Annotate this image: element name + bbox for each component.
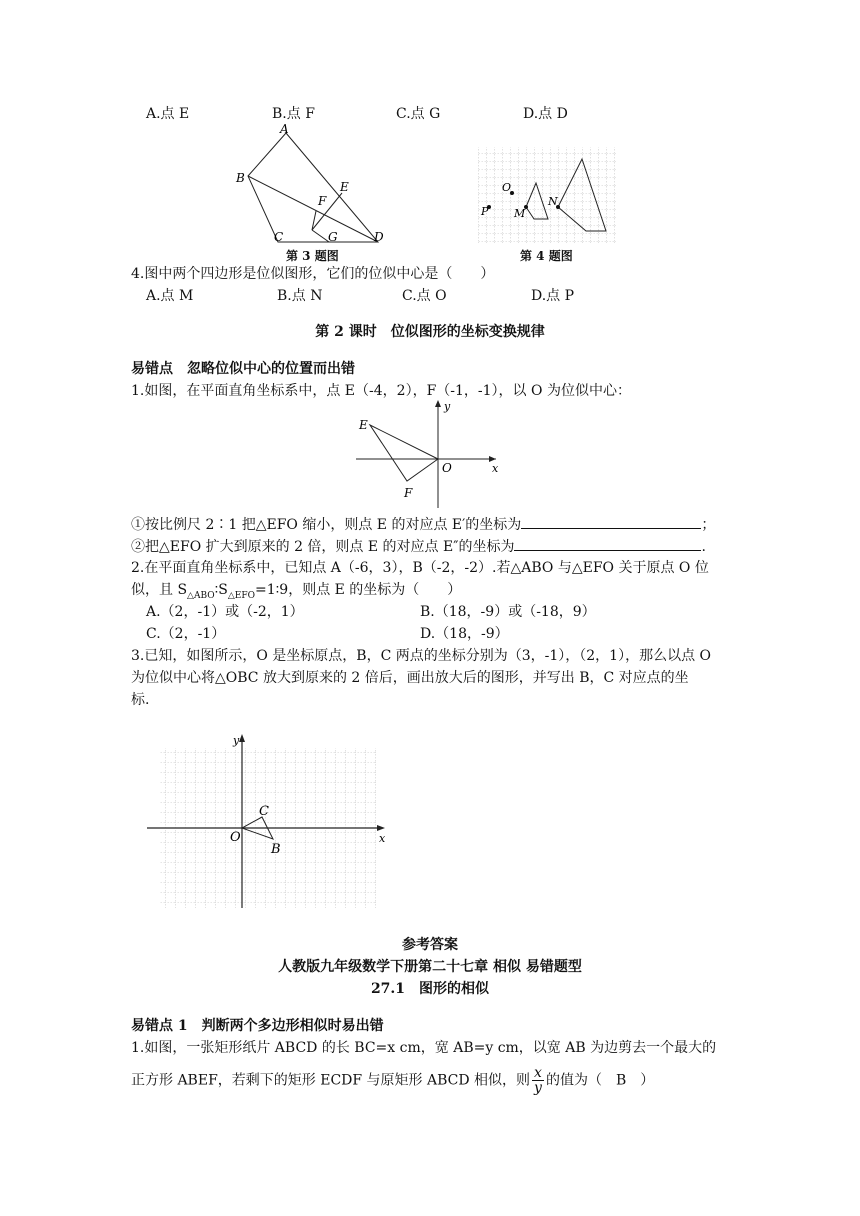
fig3-label-g: G: [328, 230, 338, 244]
p3-line3: 标.: [131, 692, 150, 708]
answers-error-point: 易错点 1 判断两个多边形相似时易出错: [131, 1018, 384, 1034]
answers-title: 参考答案: [402, 937, 458, 953]
fig4-label-p: P: [481, 205, 489, 218]
answers-q1-line1: 1.如图，一张矩形纸片 ABCD 的长 BC=x cm，宽 AB=y cm，以宽 AB 为边剪去一个最大的: [131, 1040, 717, 1056]
p2-option-a: A.（2，-1）或（-2，1）: [146, 604, 304, 620]
answers-subtitle: 人教版九年级数学下册第二十七章 相似 易错题型: [278, 959, 582, 975]
p2-line2-b: ∶S: [214, 582, 228, 598]
q3-option-a: A.点 E: [146, 106, 190, 122]
fig3-label-e: E: [340, 180, 349, 194]
p1-part2-end: .: [701, 539, 706, 555]
q4-option-d: D.点 P: [531, 288, 575, 304]
p1-stem: 1.如图，在平面直角坐标系中，点 E（-4，2），F（-1，-1），以 O 为位似中心：: [131, 383, 631, 399]
p2-sub-efo: △EFO: [227, 590, 255, 601]
fig3-caption: 第 3 题图: [286, 249, 339, 263]
p2-option-c: C.（2，-1）: [146, 626, 226, 642]
fig4-label-n: N: [548, 195, 558, 208]
q4-option-b: B.点 N: [277, 288, 323, 304]
answers-q1-line2-end: 的值为（ B ）: [545, 1072, 655, 1089]
p3-fig-label-o: O: [230, 830, 241, 845]
p2-sub-abo: △ABO: [187, 590, 215, 601]
q3-option-d: D.点 D: [523, 106, 568, 122]
fig4-caption: 第 4 题图: [520, 249, 573, 263]
fig3-label-a: A: [280, 122, 289, 136]
answers-q1-line2-text: 正方形 ABEF，若剩下的矩形 ECDF 与原矩形 ABCD 相似，则: [131, 1072, 531, 1089]
q3-option-b: B.点 F: [272, 106, 315, 122]
p3-fig-label-b: B: [271, 842, 281, 857]
p2-option-b: B.（18，-9）或（-18，9）: [420, 604, 596, 620]
answers-q1-line2: [131, 1066, 654, 1095]
p1-fig-label-f: F: [404, 486, 413, 500]
figure-3: [230, 120, 400, 250]
p3-fig-label-x: x: [379, 832, 386, 845]
p2-line2-a: 似，且 S: [131, 582, 188, 598]
p3-fig-label-c: C: [259, 804, 269, 819]
p2-option-d: D.（18，-9）: [420, 626, 509, 642]
p3-line1: 3.已知，如图所示，O 是坐标原点，B，C 两点的坐标分别为（3，-1），（2，1），那么以点 O: [131, 648, 712, 664]
p1-figure: [352, 398, 512, 510]
p3-grid-figure: [145, 732, 390, 912]
fig3-label-d: D: [374, 230, 384, 244]
p1-answer-blank-2[interactable]: [514, 536, 701, 551]
fraction-denominator: y: [534, 1080, 542, 1096]
p1-part2-text: ②把△EFO 扩大到原来的 2 倍，则点 E 的对应点 E″的坐标为: [131, 539, 515, 555]
error-point-heading: 易错点 忽略位似中心的位置而出错: [131, 361, 355, 377]
fraction-x-over-y: [532, 1066, 544, 1095]
p1-fig-label-x: x: [492, 462, 499, 475]
fig3-label-c: C: [274, 230, 284, 244]
figure-4: [478, 145, 618, 245]
fig3-label-b: B: [236, 171, 245, 185]
fig3-label-f: F: [318, 194, 327, 208]
p1-fig-label-e: E: [359, 418, 368, 432]
fraction-numerator: x: [534, 1065, 542, 1081]
p1-part2: [131, 536, 706, 557]
q4-stem: 4.图中两个四边形是位似图形，它们的位似中心是（ ）: [131, 266, 495, 282]
p1-part1-end: ；: [701, 517, 716, 533]
p1-fig-label-o: O: [442, 461, 452, 475]
q4-option-c: C.点 O: [402, 288, 447, 304]
p2-line2-c: =1∶9，则点 E 的坐标为（ ）: [255, 582, 462, 598]
section-2-title: 第 2 课时 位似图形的坐标变换规律: [315, 324, 545, 340]
p2-line1: 2.在平面直角坐标系中，已知点 A（-6，3），B（-2，-2）.若△ABO 与△EFO 关于原点 O 位: [131, 560, 709, 576]
p1-fig-label-y: y: [444, 400, 451, 413]
p1-answer-blank-1[interactable]: [521, 514, 701, 529]
q4-option-a: A.点 M: [146, 288, 194, 304]
p1-part1-text: ①按比例尺 2∶1 把△EFO 缩小，则点 E 的对应点 E′的坐标为: [131, 517, 522, 533]
p1-part1: [131, 514, 715, 535]
p3-line2: 为位似中心将△OBC 放大到原来的 2 倍后，画出放大后的图形，并写出 B，C 对应点的坐: [131, 670, 689, 686]
answers-section: 27.1 图形的相似: [370, 981, 490, 997]
fig4-label-m: M: [514, 207, 526, 220]
fig4-label-o: O: [502, 181, 512, 194]
p3-fig-label-y: y: [233, 734, 240, 747]
q3-option-c: C.点 G: [396, 106, 441, 122]
